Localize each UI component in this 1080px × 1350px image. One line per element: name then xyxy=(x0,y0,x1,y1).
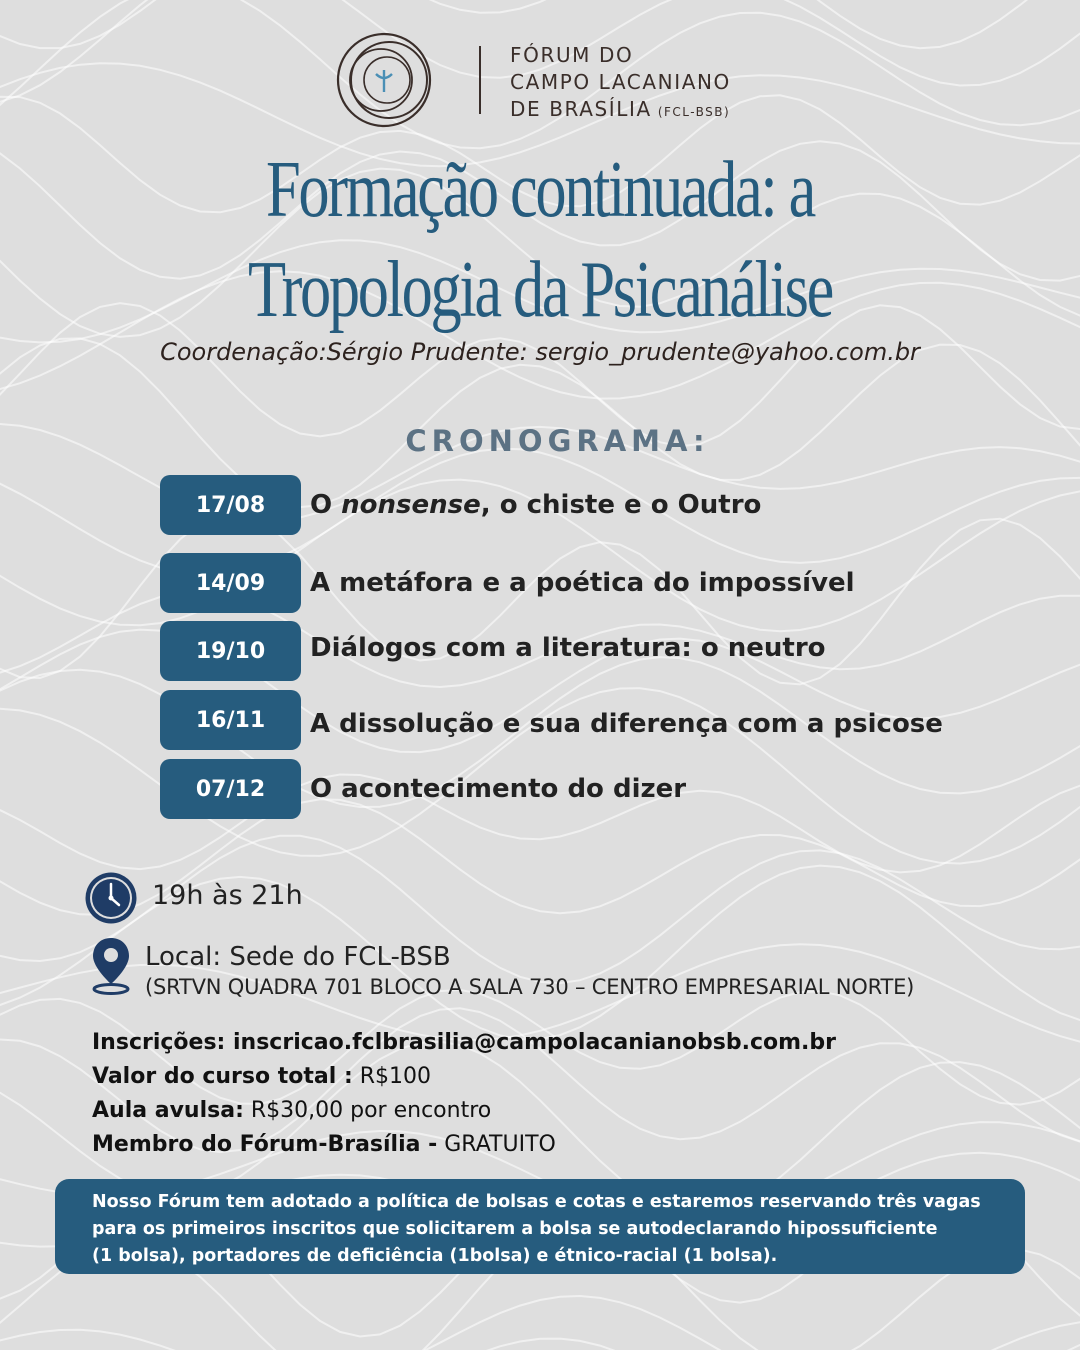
organization-name-line2: CAMPO LACANIANO xyxy=(510,70,731,94)
organization-abbreviation: (FCL-BSB) xyxy=(657,105,731,119)
session-title: A dissolução e sua diferença com a psicose xyxy=(310,709,943,739)
location-name: Local: Sede do FCL-BSB xyxy=(145,942,451,972)
session-date-badge: 19/10 xyxy=(160,621,301,681)
course-total-price: Valor do curso total : R$100 xyxy=(92,1064,432,1089)
page-title xyxy=(119,140,961,340)
member-price: Membro do Fórum-Brasília - GRATUITO xyxy=(92,1132,556,1157)
schedule-heading: CRONOGRAMA: xyxy=(405,424,710,458)
logo-divider xyxy=(479,46,481,114)
session-title: O acontecimento do dizer xyxy=(310,774,687,804)
schedule-time: 19h às 21h xyxy=(152,880,303,911)
session-title-italic: nonsense xyxy=(341,490,481,520)
session-date-badge: 07/12 xyxy=(160,759,301,819)
single-class-price: Aula avulsa: R$30,00 por encontro xyxy=(92,1098,492,1123)
clock-icon xyxy=(84,871,138,925)
map-pin-icon xyxy=(90,936,132,996)
scholarship-notice-text: Nosso Fórum tem adotado a política de bolsas e cotas e estaremos reservando três vagas para os primeiros inscritos que solicitarem a bolsa se autodeclarando hipossuficiente (1 bolsa), portadores de deficiência (1bolsa) e étnico-racial (1 bolsa). xyxy=(92,1192,981,1266)
session-title: O nonsense, o chiste e o Outro xyxy=(310,490,762,520)
location-address: (SRTVN QUADRA 701 BLOCO A SALA 730 – CENTRO EMPRESARIAL NORTE) xyxy=(145,975,915,999)
session-date-badge: 14/09 xyxy=(160,553,301,613)
concentric-circles-logo-icon xyxy=(332,30,442,130)
scholarship-notice-box xyxy=(55,1179,1025,1274)
organization-name xyxy=(510,42,731,126)
page-title-line1: Formação continuada: a xyxy=(265,146,815,234)
coordination-text: Coordenação:Sérgio Prudente: sergio_prudente@yahoo.com.br xyxy=(160,338,920,366)
organization-name-line1: FÓRUM DO xyxy=(510,43,634,67)
session-title: Diálogos com a literatura: o neutro xyxy=(310,633,826,663)
organization-name-line3: DE BRASÍLIA xyxy=(510,97,652,121)
page-title-line2: Tropologia da Psicanálise xyxy=(248,246,832,334)
session-date-badge: 17/08 xyxy=(160,475,301,535)
registration-info: Inscrições: inscricao.fclbrasilia@campolacanianobsb.com.br xyxy=(92,1030,837,1055)
session-title: A metáfora e a poética do impossível xyxy=(310,568,855,598)
wave-line xyxy=(0,1338,1080,1350)
session-date-badge: 16/11 xyxy=(160,690,301,750)
wave-line xyxy=(0,1296,1080,1350)
